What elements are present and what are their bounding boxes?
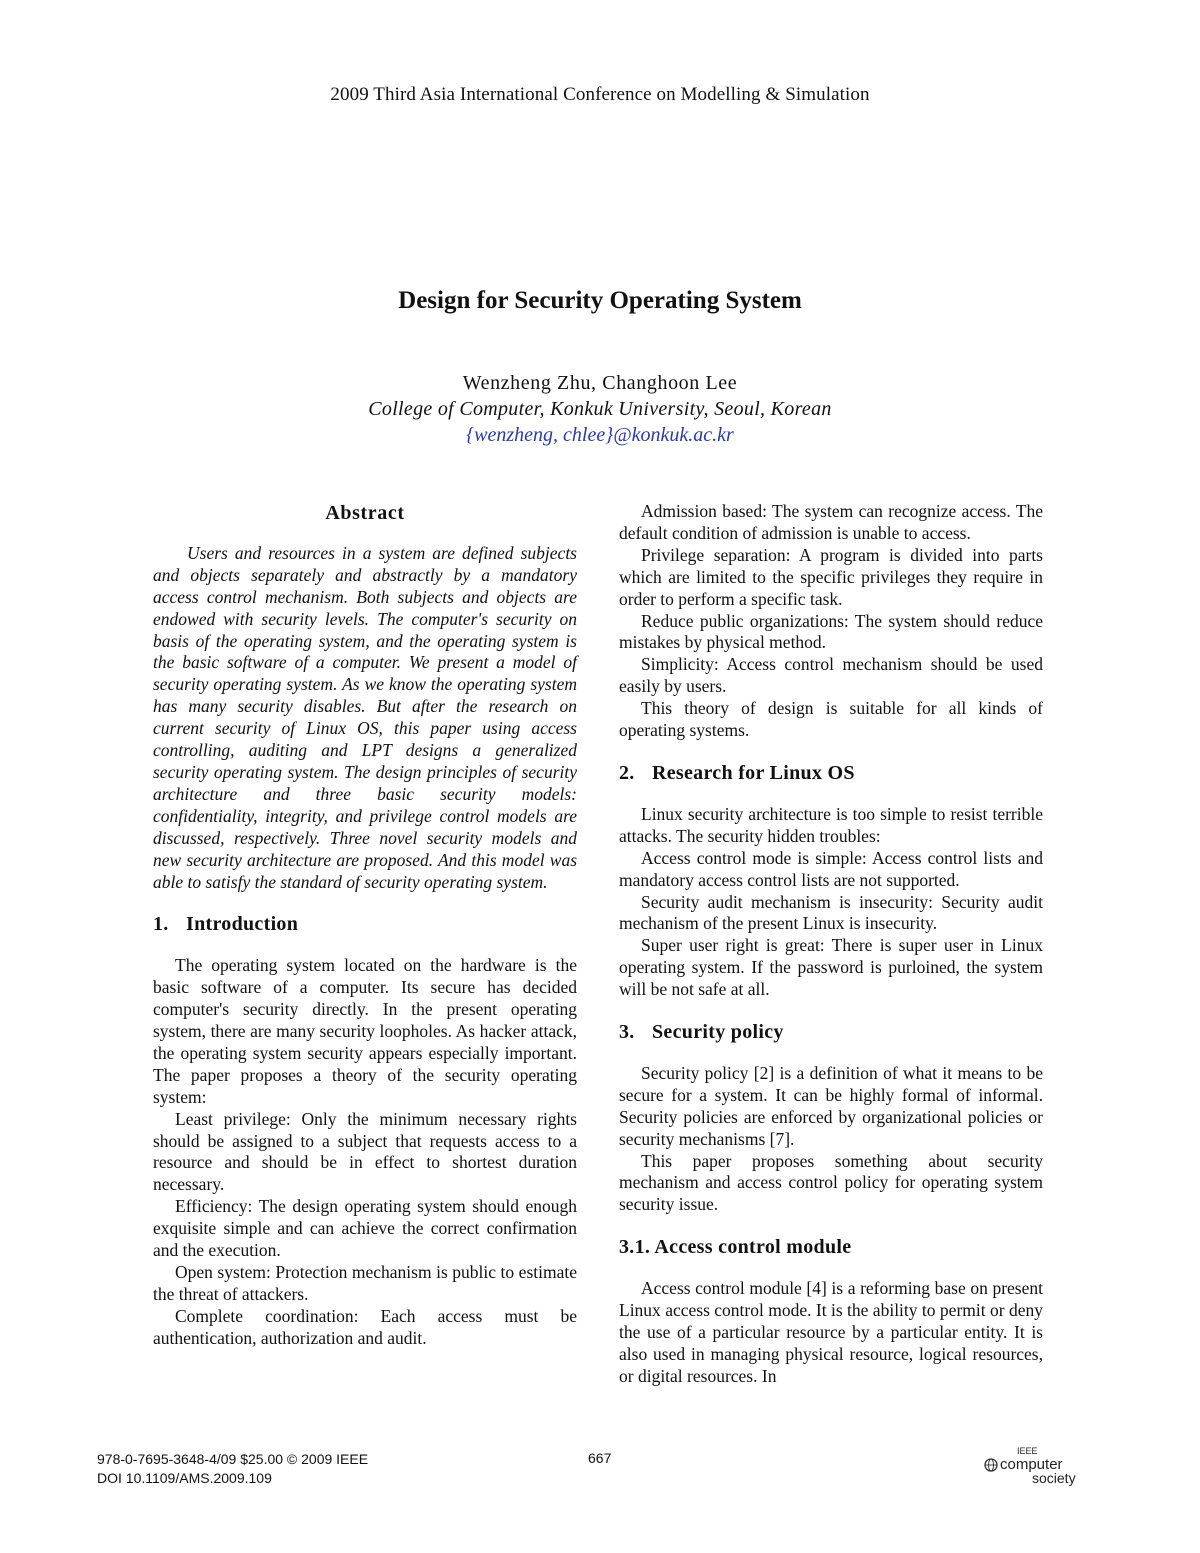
paragraph: The operating system located on the hardware is the basic software of a computer. Its secure has decided computer's security directly. In the present operating system, there are many security loopholes. As hacker attack, the operating system security appears especially important. The paper proposes a theory of the security operating system: xyxy=(153,955,577,1107)
footer-copyright xyxy=(97,1450,368,1488)
page-number: 667 xyxy=(588,1450,612,1466)
section-heading-introduction xyxy=(153,914,577,936)
section-title: Research for Linux OS xyxy=(652,761,855,784)
logo-society-text: society xyxy=(1032,1470,1076,1486)
paragraph: Least privilege: Only the minimum necessary rights should be assigned to a subject that requests access to a resource and should be in effect to shortest duration necessary. xyxy=(153,1108,577,1195)
paragraph: Admission based: The system can recognize access. The default condition of admission is unable to access. xyxy=(619,501,1043,543)
section-number: 1. xyxy=(153,913,169,936)
paragraph: This paper proposes something about security mechanism and access control policy for operating system security issue. xyxy=(619,1150,1043,1215)
section-title: Security policy xyxy=(652,1021,784,1044)
paragraph: Complete coordination: Each access must be authentication, authorization and audit. xyxy=(153,1305,577,1348)
paragraph: Reduce public organizations: The system should reduce mistakes by physical method. xyxy=(619,610,1043,653)
paragraph: Efficiency: The design operating system should enough exquisite simple and can achieve the correct confirmation and the execution. xyxy=(153,1196,577,1261)
author-affiliation: College of Computer, Konkuk University, Seoul, Korean xyxy=(368,398,832,420)
paper-title: Design for Security Operating System xyxy=(398,287,802,314)
paragraph: This theory of design is suitable for all kinds of operating systems. xyxy=(619,698,1043,741)
abstract-heading: Abstract xyxy=(325,502,405,524)
section-heading-security-policy xyxy=(619,1022,1043,1044)
section-number: 3. xyxy=(619,1021,635,1044)
left-column xyxy=(153,500,577,1350)
paragraph: Simplicity: Access control mechanism should be used easily by users. xyxy=(619,654,1043,697)
paragraph: Access control mode is simple: Access control lists and mandatory access control lists are not supported. xyxy=(619,847,1043,890)
section-title: Introduction xyxy=(186,913,299,936)
paragraph: Privilege separation: A program is divided into parts which are limited to the specific privileges they require in order to perform a specific task. xyxy=(619,544,1043,609)
author-email: {wenzheng, chlee}@konkuk.ac.kr xyxy=(466,424,734,446)
conference-header: 2009 Third Asia International Conference on Modelling & Simulation xyxy=(330,84,870,105)
paragraph: Access control module [4] is a reforming base on present Linux access control mode. It is the ability to permit or deny the use of a particular resource by a particular entity. It is also used in managing physical resource, logical resources, or digital resources. In xyxy=(619,1278,1043,1386)
subsection-heading-access-control: 3.1. Access control module xyxy=(619,1236,852,1259)
paragraph: Super user right is great: There is super user in Linux operating system. If the password is purloined, the system will be not safe at all. xyxy=(619,935,1043,1000)
logo-computer-text: computer xyxy=(1000,1456,1063,1473)
footer-isbn: 978-0-7695-3648-4/09 $25.00 © 2009 IEEE xyxy=(97,1451,369,1467)
ieee-computer-society-logo xyxy=(983,1444,1083,1486)
paragraph: Open system: Protection mechanism is public to estimate the threat of attackers. xyxy=(153,1262,577,1304)
footer-doi: DOI 10.1109/AMS.2009.109 xyxy=(97,1470,272,1486)
logo-ieee-text: IEEE xyxy=(1017,1446,1038,1456)
paragraph: Linux security architecture is too simple to resist terrible attacks. The security hidden troubles: xyxy=(619,803,1043,846)
section-heading-linux xyxy=(619,763,1043,785)
paragraph: Security audit mechanism is insecurity: Security audit mechanism of the present Linux is insecurity. xyxy=(619,891,1043,934)
abstract-body xyxy=(153,543,577,894)
abstract-text: Users and resources in a system are defined subjects and objects separately and abstractly by a mandatory access control mechanism. Both subjects and objects are endowed with security levels. The computer's security on basis of the operating system, and the operating system is the basic software of a computer. We present a model of security operating system. As we know the operating system has many security disables. But after the research on current security of Linux OS, this paper using access controlling, auditing and LPT designs a generalized security operating system. The design principles of security architecture and three basic security models: confidentiality, integrity, and privilege control models are discussed, respectively. Three novel security models and new security architecture are proposed. And this model was able to satisfy the standard of security operating system. xyxy=(153,542,577,892)
right-column xyxy=(619,501,1043,1388)
author-names: Wenzheng Zhu, Changhoon Lee xyxy=(462,372,738,394)
paragraph: Security policy [2] is a definition of what it means to be secure for a system. It can be highly formal of informal. Security policies are enforced by organizational policies or security mechanisms [7]. xyxy=(619,1062,1043,1149)
section-number: 2. xyxy=(619,761,635,784)
